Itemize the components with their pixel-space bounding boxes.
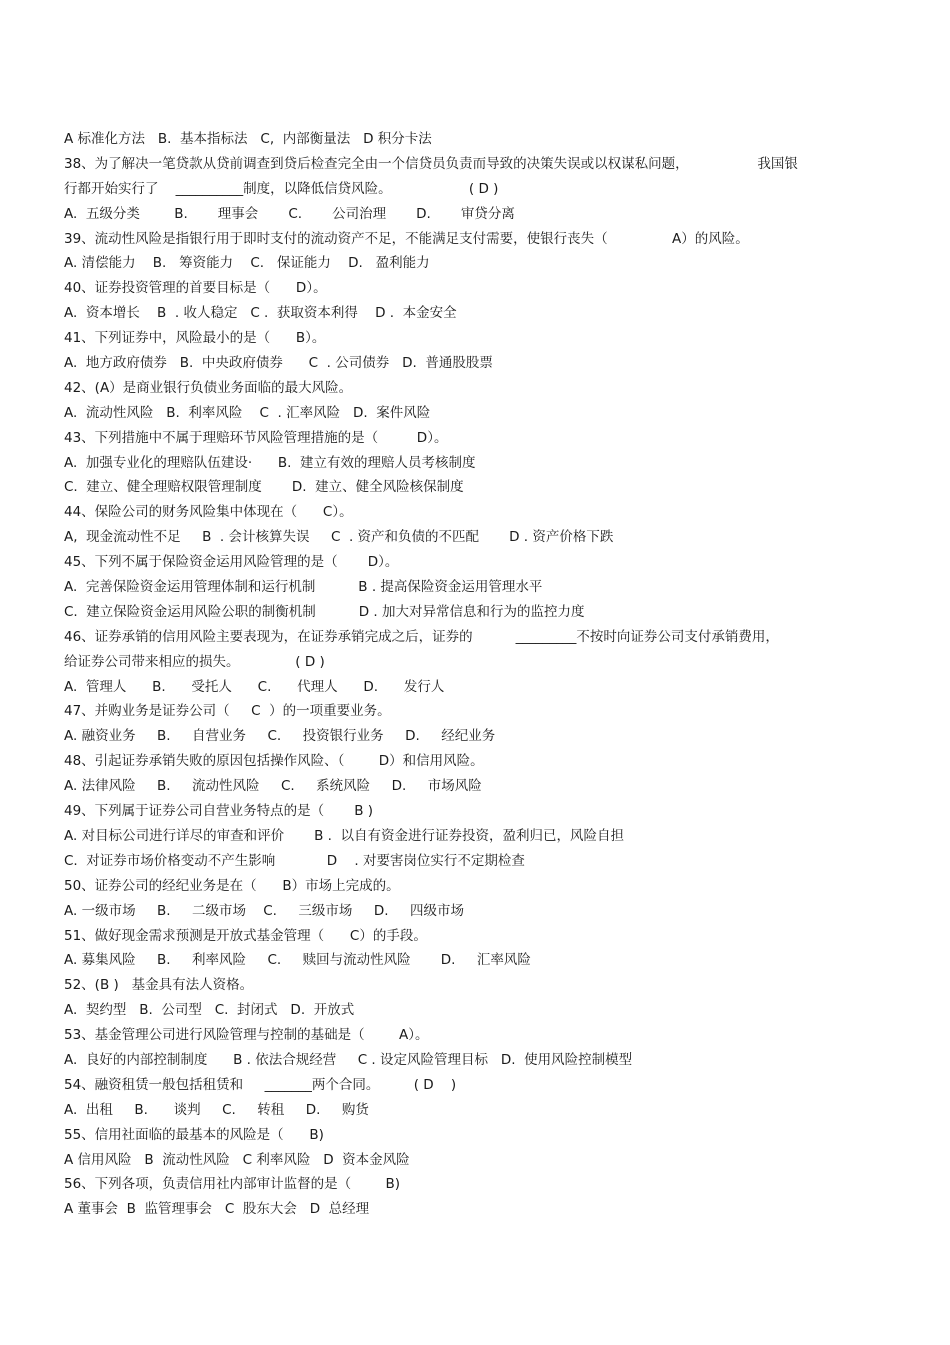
answer-options-line: A 标准化方法 B. 基本指标法 C, 内部衡量法 D 积分卡法 [64,131,432,147]
question-50-options: A. 一级市场 B. 二级市场 C. 三级市场 D. 四级市场 [64,902,464,919]
question-49: 49、下列属于证券公司自营业务特点的是（ B ) [64,803,374,820]
question-40-options: A. 资本增长 B . 收人稳定 C . 获取资本利得 D . 本金安全 [64,305,457,322]
question-54-options: A. 出租 B. 谈判 C. 转租 D. 购货 [64,1101,369,1118]
question-38-options: A. 五级分类 B. 理事会 C. 公司治理 D. 审贷分离 [64,205,515,222]
question-50: 50、证券公司的经纪业务是在（ B）市场上完成的。 [64,877,400,894]
question-44: 44、保险公司的财务风险集中体现在（ C）。 [64,504,353,521]
question-42: 42、(A）是商业银行负债业务面临的最大风险。 [64,379,353,396]
question-56-options: A 董事会 B 监管理事会 C 股东大会 D 总经理 [64,1201,370,1218]
question-43-options-cd: C. 建立、健全理赔权限管理制度 D. 建立、健全风险核保制度 [64,479,464,496]
question-47: 47、并购业务是证券公司（ C ）的一项重要业务。 [64,703,391,720]
question-42-options: A. 流动性风险 B. 利率风险 C . 汇率风险 D. 案件风险 [64,404,431,421]
question-39: 39、流动性风险是指银行用于即时支付的流动资产不足，不能满足支付需要，使银行丧失（ A）的风险。 [64,230,749,247]
question-38-line-2: 行都开始实行了 __________制度，以降低信贷风险。 ( D ) [64,180,499,197]
question-38-line-1: 38、为了解决一笔贷款从贷前调查到贷后检查完全由一个信贷员负责而导致的决策失误或以权谋私问题， 我国银 [64,155,798,172]
question-53: 53、基金管理公司进行风险管理与控制的基础是（ A）。 [64,1027,429,1044]
question-49-options-cd: C. 对证券市场价格变动不产生影响 D . 对要害岗位实行不定期检查 [64,852,525,869]
question-46-line-1: 46、证券承销的信用风险主要表现为，在证券承销完成之后，证券的 _________不按时向证券公司支付承销费用， [64,628,779,645]
question-41: 41、下列证券中，风险最小的是（ B）。 [64,330,326,347]
question-45-options-ab: A. 完善保险资金运用管理体制和运行机制 B . 提高保险资金运用管理水平 [64,579,543,596]
question-39-options: A. 清偿能力 B. 筹资能力 C. 保证能力 D. 盈利能力 [64,255,430,272]
question-49-options-ab: A. 对目标公司进行详尽的审查和评价 B . 以自有资金进行证券投资，盈利归已，风险自担 [64,827,625,844]
question-56: 56、下列各项，负责信用社内部审计监督的是（ B) [64,1176,401,1193]
question-47-options: A. 融资业务 B. 自营业务 C. 投资银行业务 D. 经纪业务 [64,728,496,745]
question-46-options: A. 管理人 B. 受托人 C. 代理人 D. 发行人 [64,678,445,695]
question-44-options: A, 现金流动性不足 B . 会计核算失误 C . 资产和负债的不匹配 D . 资产价格下跌 [64,529,614,546]
question-45: 45、下列不属于保险资金运用风险管理的是（ D）。 [64,554,399,571]
question-48-options: A. 法律风险 B. 流动性风险 C. 系统风险 D. 市场风险 [64,778,482,795]
question-40: 40、证券投资管理的首要目标是（ D）。 [64,280,327,297]
question-53-options: A. 良好的内部控制制度 B . 依法合规经营 C . 设定风险管理目标 D. 使用风险控制模型 [64,1051,633,1068]
question-48: 48、引起证券承销失败的原因包括操作风险、（ D）和信用风险。 [64,753,484,770]
question-45-options-cd: C. 建立保险资金运用风险公职的制衡机制 D . 加大对异常信息和行为的监控力度 [64,603,585,620]
question-51-options: A. 募集风险 B. 利率风险 C. 赎回与流动性风险 D. 汇率风险 [64,952,531,969]
question-54: 54、融资租赁一般包括租赁和 _______两个合同。 ( D ) [64,1076,457,1093]
question-43-options-ab: A. 加强专业化的理赔队伍建设· B. 建立有效的理赔人员考核制度 [64,454,476,471]
question-43: 43、下列措施中不属于理赔环节风险管理措施的是（ D）。 [64,429,448,446]
question-52: 52、(B ) 基金具有法人资格。 [64,977,254,994]
document-body [64,127,884,1222]
question-52-options: A. 契约型 B. 公司型 C. 封闭式 D. 开放式 [64,1002,355,1019]
question-51: 51、做好现金需求预测是开放式基金管理（ C）的手段。 [64,927,427,944]
question-41-options: A. 地方政府债券 B. 中央政府债券 C . 公司债券 D. 普通股股票 [64,355,493,372]
question-46-line-2: 给证券公司带来相应的损失。 ( D ) [64,653,325,670]
question-55-options: A 信用风险 B 流动性风险 C 利率风险 D 资本金风险 [64,1151,410,1168]
question-55: 55、信用社面临的最基本的风险是（ B) [64,1126,324,1143]
